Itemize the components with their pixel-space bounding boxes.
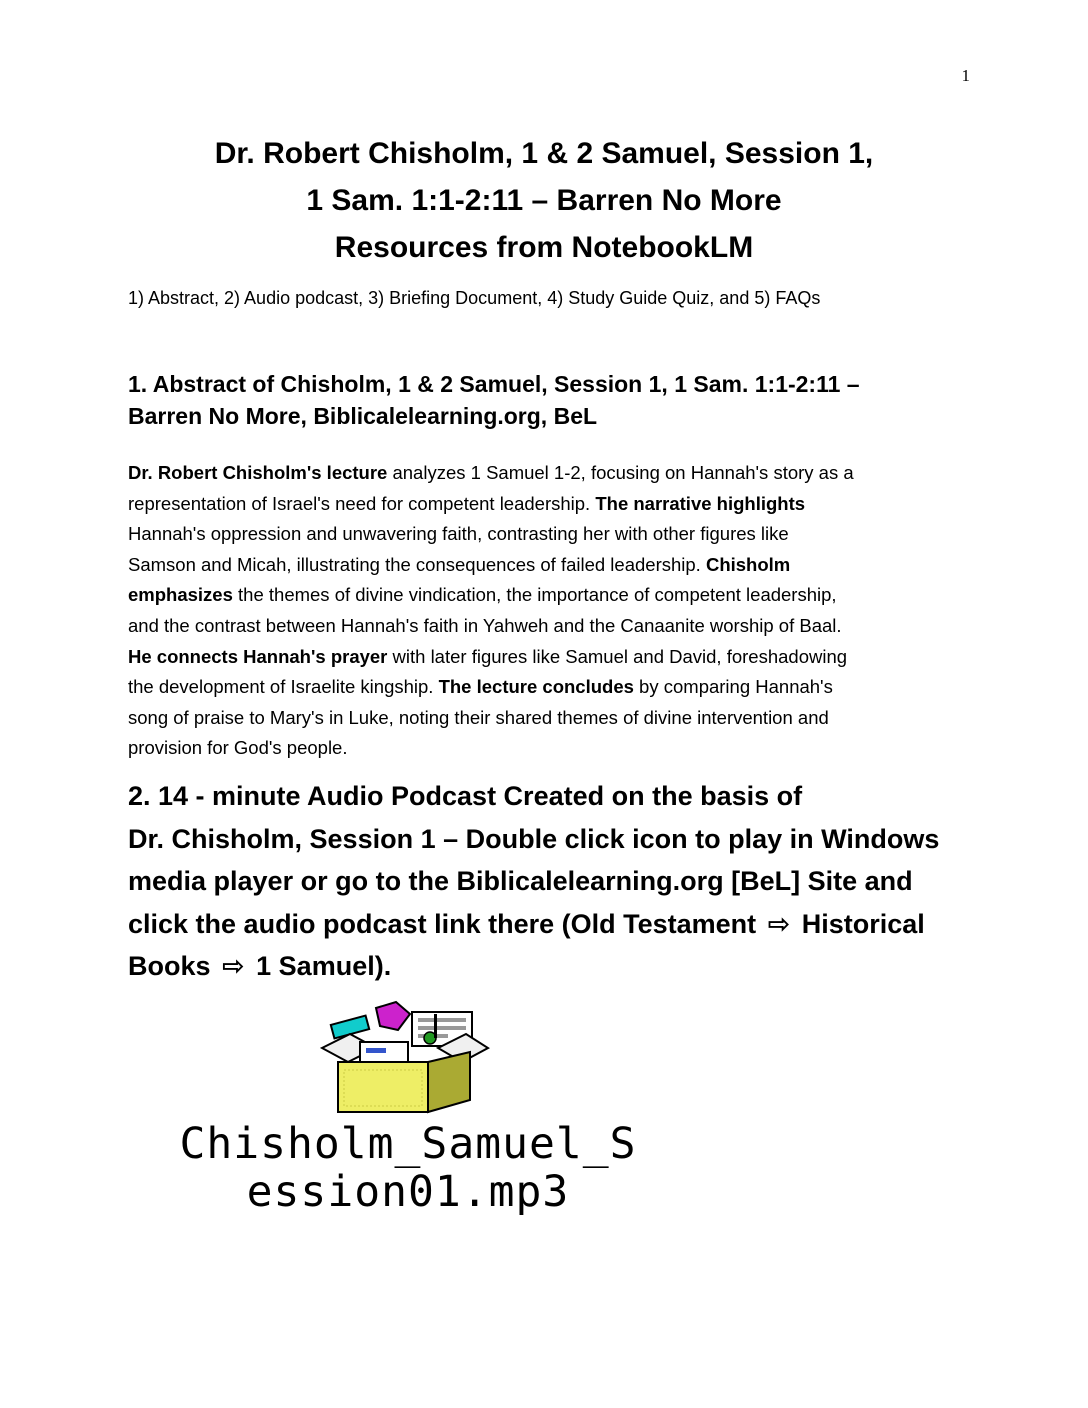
abstract-line bbox=[128, 733, 968, 764]
abstract-bold-run: Dr. Robert Chisholm's lecture bbox=[128, 462, 388, 483]
abstract-text-run: analyzes 1 Samuel 1-2, focusing on Hannah's story as a bbox=[387, 462, 854, 483]
section-2-line-4 bbox=[128, 903, 988, 946]
section-2-line-5-text-b: 1 Samuel). bbox=[248, 951, 392, 981]
abstract-text-run: the themes of divine vindication, the importance of competent leadership, bbox=[232, 584, 837, 606]
abstract-line bbox=[128, 550, 968, 581]
abstract-bold-run: He connects Hannah's prayer bbox=[128, 645, 388, 667]
abstract-text-run: representation of Israel's need for competent leadership. bbox=[128, 492, 596, 514]
abstract-bold-run: The lecture concludes bbox=[438, 676, 634, 698]
abstract-line bbox=[128, 611, 968, 642]
section-2-line-5 bbox=[128, 945, 988, 988]
resources-list: 1) Abstract, 2) Audio podcast, 3) Briefing Document, 4) Study Guide Quiz, and 5) FAQs bbox=[128, 288, 821, 308]
abstract-line bbox=[128, 580, 968, 611]
abstract-line bbox=[128, 519, 968, 550]
abstract-line bbox=[128, 672, 968, 703]
abstract-text-run: provision for God's people. bbox=[128, 737, 348, 759]
abstract-paragraph bbox=[128, 458, 968, 764]
section-1-heading-line-2: Barren No More, Biblicalelearning.org, BeL bbox=[128, 403, 598, 429]
section-1-heading bbox=[128, 368, 968, 432]
abstract-text-run: song of praise to Mary's in Luke, noting their shared themes of divine intervention and bbox=[128, 706, 829, 728]
section-2-line-4-text-a: click the audio podcast link there (Old Testament bbox=[128, 908, 764, 939]
file-name-line-2: ession01.mp3 bbox=[246, 1167, 570, 1217]
abstract-text-run: the development of Israelite kingship. bbox=[128, 676, 439, 698]
section-2-line-2: Dr. Chisholm, Session 1 – Double click icon to play in Windows bbox=[128, 823, 940, 854]
section-1-heading-line-1: 1. Abstract of Chisholm, 1 & 2 Samuel, Session 1, 1 Sam. 1:1-2:11 – bbox=[128, 371, 860, 397]
audio-file-name[interactable] bbox=[128, 1120, 688, 1216]
title-line-3: Resources from NotebookLM bbox=[334, 231, 754, 264]
section-2-heading bbox=[128, 775, 988, 988]
abstract-line bbox=[128, 489, 968, 520]
right-arrow-icon: ⇨ bbox=[222, 951, 245, 981]
abstract-bold-run: Chisholm bbox=[705, 553, 791, 575]
abstract-line bbox=[128, 642, 968, 673]
abstract-text-run: Samson and Micah, illustrating the consequences of failed leadership. bbox=[128, 553, 706, 575]
page-number: 1 bbox=[961, 66, 970, 85]
abstract-text-run: with later figures like Samuel and David, foreshadowing bbox=[387, 645, 848, 667]
file-name-line-1: Chisholm_Samuel_S bbox=[179, 1119, 637, 1169]
title-line-2: 1 Sam. 1:1-2:11 – Barren No More bbox=[306, 184, 782, 217]
right-arrow-icon: ⇨ bbox=[767, 908, 791, 939]
section-2-line-1: 2. 14 - minute Audio Podcast Created on the basis of bbox=[128, 781, 803, 811]
section-2-line-4-text-b: Historical bbox=[794, 908, 925, 939]
section-2-line-5-text-a: Books bbox=[128, 951, 219, 981]
abstract-text-run: and the contrast between Hannah's faith in Yahweh and the Canaanite worship of Baal. bbox=[128, 614, 842, 636]
abstract-text-run: Hannah's oppression and unwavering faith, contrasting her with other figures like bbox=[128, 523, 789, 545]
abstract-text-run: by comparing Hannah's bbox=[633, 676, 833, 698]
abstract-bold-run: emphasizes bbox=[128, 584, 233, 606]
audio-file-icon[interactable] bbox=[320, 1000, 490, 1115]
abstract-line bbox=[128, 458, 968, 489]
title-line-1: Dr. Robert Chisholm, 1 & 2 Samuel, Session 1, bbox=[214, 137, 874, 170]
abstract-bold-run: The narrative highlights bbox=[595, 492, 806, 514]
document-title bbox=[0, 130, 1088, 271]
section-2-line-3: media player or go to the Biblicalelearning.org [BeL] Site and bbox=[128, 866, 913, 896]
abstract-line bbox=[128, 703, 968, 734]
package-icon bbox=[320, 1000, 490, 1115]
